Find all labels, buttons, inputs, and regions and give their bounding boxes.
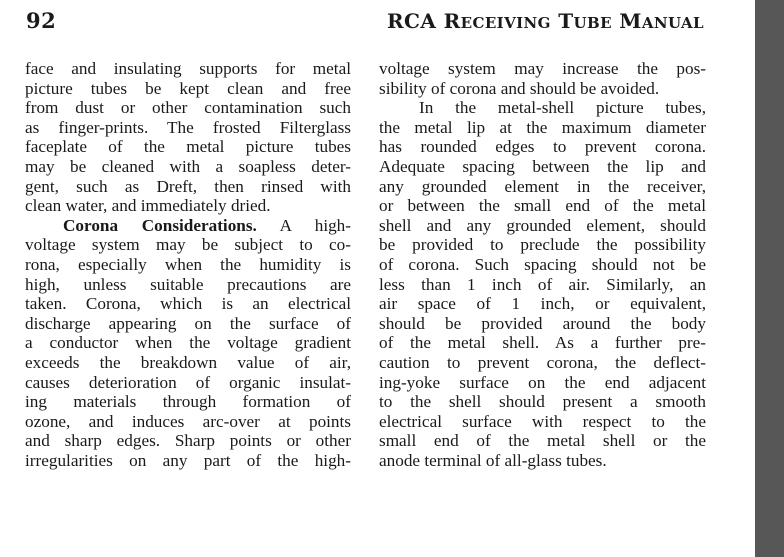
text-line: air space of 1 inch, or equivalent, [379, 294, 706, 314]
text-line: shell and any grounded element, should [379, 215, 706, 235]
text-line: discharge appearing on the surface of [25, 313, 351, 333]
text-line: be provided to preclude the possibility [379, 235, 706, 255]
text-line: exceeds the breakdown value of air, [25, 352, 351, 372]
text-line: clean water, and immediately dried. [25, 196, 271, 216]
text-line: should be provided around the body [379, 313, 706, 333]
text-line: sibility of corona and should be avoided. [379, 78, 660, 98]
left-column [25, 59, 351, 470]
text-line: of corona. Such spacing should not be [379, 254, 706, 274]
text-line: caution to prevent corona, the deflect- [379, 352, 706, 372]
running-header-part: UBE [573, 14, 612, 32]
text-line: has rounded edges to prevent corona. [379, 137, 706, 157]
text-line: less than 1 inch of air. Similarly, an [379, 274, 706, 294]
text-line: voltage system may be subject to co- [25, 235, 351, 255]
text-line: any grounded element in the receiver, [379, 176, 706, 196]
running-header-part: M [611, 9, 642, 33]
text-line: anode terminal of all-glass tubes. [379, 450, 607, 470]
running-header-part: RCA R [387, 9, 461, 33]
right-column [379, 59, 706, 470]
running-header-part: T [550, 9, 574, 33]
text-line: ing materials through formation of [25, 392, 351, 412]
text-line: a conductor when the voltage gradient [25, 333, 351, 353]
text-line: electrical surface with respect to the [379, 411, 706, 431]
text-line: from dust or other contamination such [25, 98, 351, 118]
text-line: gent, such as Dreft, then rinsed with [25, 176, 351, 196]
text-line: In the metal-shell picture tubes, [419, 98, 706, 118]
text-line: high, unless suitable precautions are [25, 274, 351, 294]
text-line: faceplate of the metal picture tubes [25, 137, 351, 157]
text-line: voltage system may increase the pos- [379, 59, 706, 78]
section-heading: Corona Considerations. [63, 215, 257, 235]
text-line: as finger-prints. The frosted Filterglass [25, 117, 351, 137]
page-number: 92 [26, 8, 57, 33]
text-line: picture tubes be kept clean and free [25, 78, 351, 98]
text-line: ing-yoke surface on the end adjacent [379, 372, 706, 392]
text-line: ozone, and induces arc-over at points [25, 411, 351, 431]
text-line: may be cleaned with a soapless deter- [25, 156, 351, 176]
text-line: to the shell should present a smooth [379, 392, 706, 412]
text-line: small end of the metal shell or the [379, 431, 706, 451]
running-header [387, 9, 704, 33]
text-line: taken. Corona, which is an electrical [25, 294, 351, 314]
text-line: irregularities on any part of the high- [25, 450, 351, 470]
text-line: of the metal shell. As a further pre- [379, 333, 706, 353]
text-line: or between the small end of the metal [379, 196, 706, 216]
text-line: the metal lip at the maximum diameter [379, 117, 706, 137]
text-line: rona, especially when the humidity is [25, 254, 351, 274]
text-line: Adequate spacing between the lip and [379, 156, 706, 176]
text-line: and sharp edges. Sharp points or other [25, 431, 351, 451]
running-header-part: ECEIVING [460, 14, 551, 32]
text-line: face and insulating supports for metal [25, 59, 351, 78]
text-line: causes deterioration of organic insulat- [25, 372, 351, 392]
heading-continuation: A high- [256, 215, 352, 235]
scrollbar[interactable] [755, 0, 784, 557]
section-heading-line [25, 216, 351, 236]
running-header-part: ANUAL [641, 14, 704, 32]
